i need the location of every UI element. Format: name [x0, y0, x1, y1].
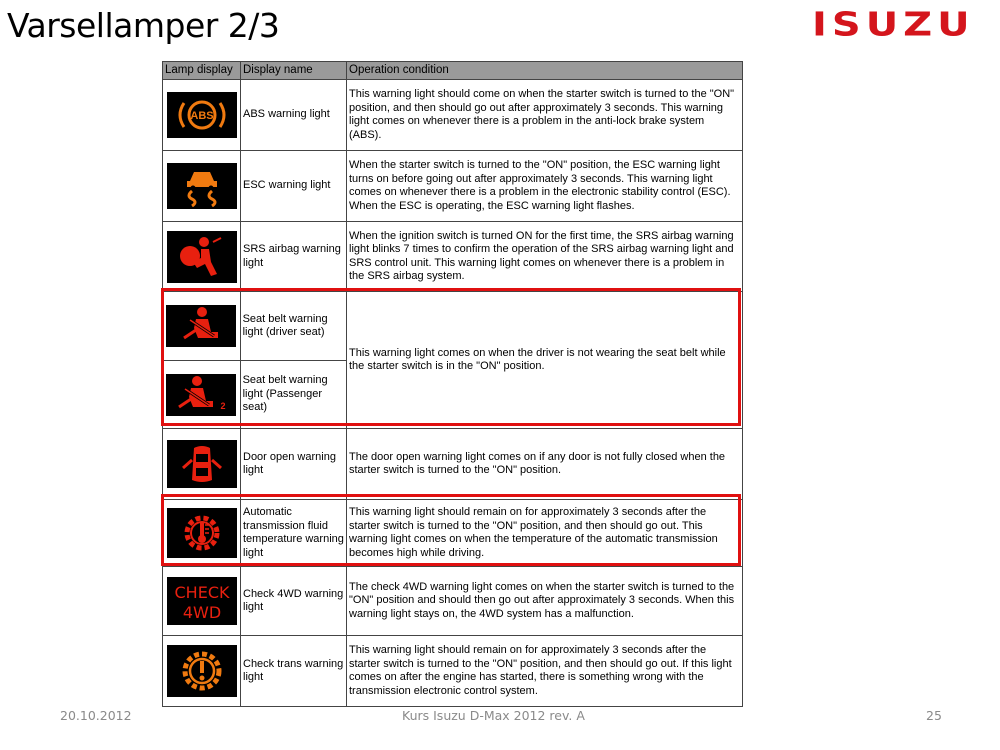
display-name: Check 4WD warning light: [241, 567, 347, 635]
check-4wd-text-1: CHECK: [174, 583, 229, 602]
abs-icon: [167, 92, 237, 138]
seatbelt-passenger-icon: [166, 374, 236, 416]
table-row: [163, 80, 742, 151]
display-name: SRS airbag warning light: [241, 222, 347, 291]
operation-condition: The check 4WD warning light comes on when the starter switch is turned to the "ON" position and should then go out after approximately 3 seconds. When this warning light stays on, the 4WD system has a malfunction.: [349, 580, 735, 620]
display-name: Seat belt warning light (Passenger seat): [242, 374, 328, 414]
display-name: Check trans warning light: [241, 636, 347, 706]
header-operation-condition: Operation condition: [349, 64, 449, 76]
header-lamp-display: Lamp display: [163, 62, 241, 79]
table-row: [163, 429, 742, 500]
footer-course: Kurs Isuzu D-Max 2012 rev. A: [402, 708, 585, 723]
table-row: [163, 567, 742, 636]
check-4wd-icon: [167, 577, 237, 625]
operation-condition: This warning light should remain on for approximately 3 seconds after the starter switch is turned to the "ON" position, and then should go out. This warning light comes on when the temperature of the automatic transmission becomes high while driving.: [349, 506, 718, 559]
operation-condition: The door open warning light comes on if any door is not fully closed when the starter switch is turned to the "ON" position.: [349, 450, 726, 476]
slide-title: Varsellamper 2/3: [7, 6, 280, 45]
header-display-name: Display name: [241, 62, 347, 79]
table-row: [163, 151, 742, 222]
door-open-icon: [167, 440, 237, 488]
display-name: ESC warning light: [241, 151, 347, 221]
passenger-badge: 2: [220, 400, 226, 411]
check-trans-icon: [167, 645, 237, 697]
operation-condition: This warning light should remain on for approximately 3 seconds after the starter switch is turned to the "ON" position, and then should go out. If this light comes on after the engine has started, there is something wrong with the transmission electronic control system.: [349, 644, 732, 697]
operation-condition: This warning light comes on when the driver is not wearing the seat belt while the starter switch is in the "ON" position.: [349, 346, 726, 372]
table-row: [163, 361, 346, 428]
esc-icon: [167, 163, 237, 209]
check-4wd-text-2: 4WD: [182, 603, 221, 622]
table-row: [163, 636, 742, 706]
footer-page-number: 25: [926, 708, 942, 723]
at-fluid-temp-icon: [167, 508, 237, 558]
seatbelt-rows: [163, 292, 742, 429]
table-row: [163, 292, 346, 361]
display-name: ABS warning light: [241, 80, 347, 150]
table-row: [163, 222, 742, 292]
display-name: Door open warning light: [241, 429, 347, 499]
footer-date: 20.10.2012: [60, 708, 132, 723]
table-row: [163, 500, 742, 567]
isuzu-logo: ISUZU: [812, 5, 975, 44]
operation-condition: When the ignition switch is turned ON for the first time, the SRS airbag warning light blinks 7 times to confirm the operation of the SRS airbag warning light and SRS control unit. This warning light comes on whenever there is a problem in the SRS airbag system.: [349, 229, 734, 282]
abs-icon-text: ABS: [189, 110, 214, 122]
srs-airbag-icon: [167, 231, 237, 283]
operation-condition: This warning light should come on when the starter switch is turned to the "ON" position, and then should go out after approximately 3 seconds. This warning light comes on whenever there is a problem in the anti-lock brake system (ABS).: [349, 88, 735, 141]
table-header: [163, 62, 742, 80]
warning-lamp-table: [162, 61, 743, 707]
seatbelt-driver-icon: [166, 305, 236, 347]
display-name: Seat belt warning light (driver seat): [242, 312, 328, 338]
display-name: Automatic transmission fluid temperature warning light: [241, 500, 347, 566]
operation-condition: When the starter switch is turned to the "ON" position, the ESC warning light turns on before going out after approximately 3 seconds. This warning light comes on whenever there is a problem in the electronic stability control (ESC). When the ESC is operating, the ESC warning light flashes.: [349, 159, 731, 212]
